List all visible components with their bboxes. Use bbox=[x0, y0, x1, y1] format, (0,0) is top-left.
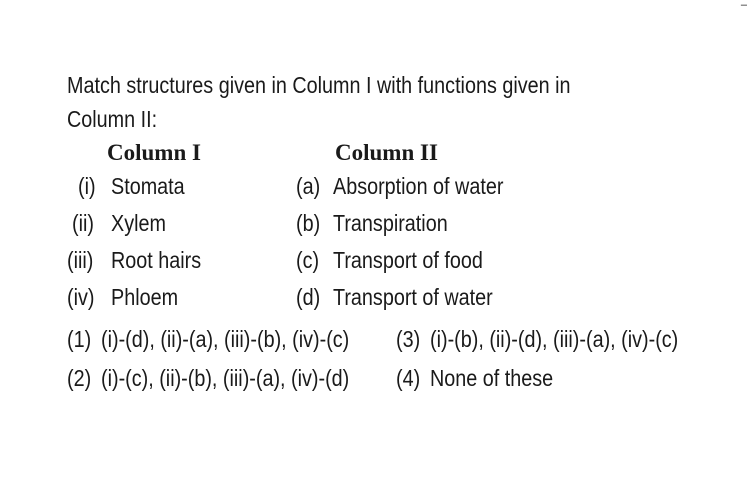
column-1-item: Xylem bbox=[111, 210, 166, 236]
column-2-item: Transpiration bbox=[333, 210, 448, 236]
column-2-item: Absorption of water bbox=[333, 173, 504, 199]
row-number: (iii) bbox=[67, 247, 94, 273]
column-2-letter: (b) bbox=[296, 210, 321, 236]
question-line-1: Match structures given in Column I with functions given in bbox=[67, 72, 571, 98]
option-text: (i)-(c), (ii)-(b), (iii)-(a), (iv)-(d) bbox=[101, 365, 350, 391]
option-text: None of these bbox=[430, 365, 554, 391]
question-line-2: Column II: bbox=[67, 106, 158, 132]
column-2-item: Transport of water bbox=[333, 284, 493, 310]
column-1-item: Phloem bbox=[111, 284, 179, 310]
option-number: (1) bbox=[67, 326, 92, 352]
option-number: (4) bbox=[396, 365, 421, 391]
option-number: (3) bbox=[396, 326, 421, 352]
option-number: (2) bbox=[67, 365, 92, 391]
column-1-item: Root hairs bbox=[111, 247, 202, 273]
row-number: (iv) bbox=[67, 284, 95, 310]
column-1-row bbox=[72, 208, 94, 238]
option-text: (i)-(b), (ii)-(d), (iii)-(a), (iv)-(c) bbox=[430, 326, 679, 352]
option-text: (i)-(d), (ii)-(a), (iii)-(b), (iv)-(c) bbox=[101, 326, 350, 352]
column-2-header: Column II bbox=[335, 140, 438, 165]
column-1-row bbox=[78, 171, 96, 201]
column-2-letter: (a) bbox=[296, 173, 321, 199]
column-1-item: Stomata bbox=[111, 173, 185, 199]
row-number: (ii) bbox=[72, 210, 94, 236]
column-1-row bbox=[67, 282, 94, 312]
row-number: (i) bbox=[78, 173, 96, 199]
corner-dash-mark: – bbox=[740, 0, 747, 11]
column-1-row bbox=[67, 245, 93, 275]
column-1-header: Column I bbox=[107, 140, 201, 165]
column-2-letter: (d) bbox=[296, 284, 321, 310]
column-2-letter: (c) bbox=[296, 247, 320, 273]
column-2-item: Transport of food bbox=[333, 247, 483, 273]
